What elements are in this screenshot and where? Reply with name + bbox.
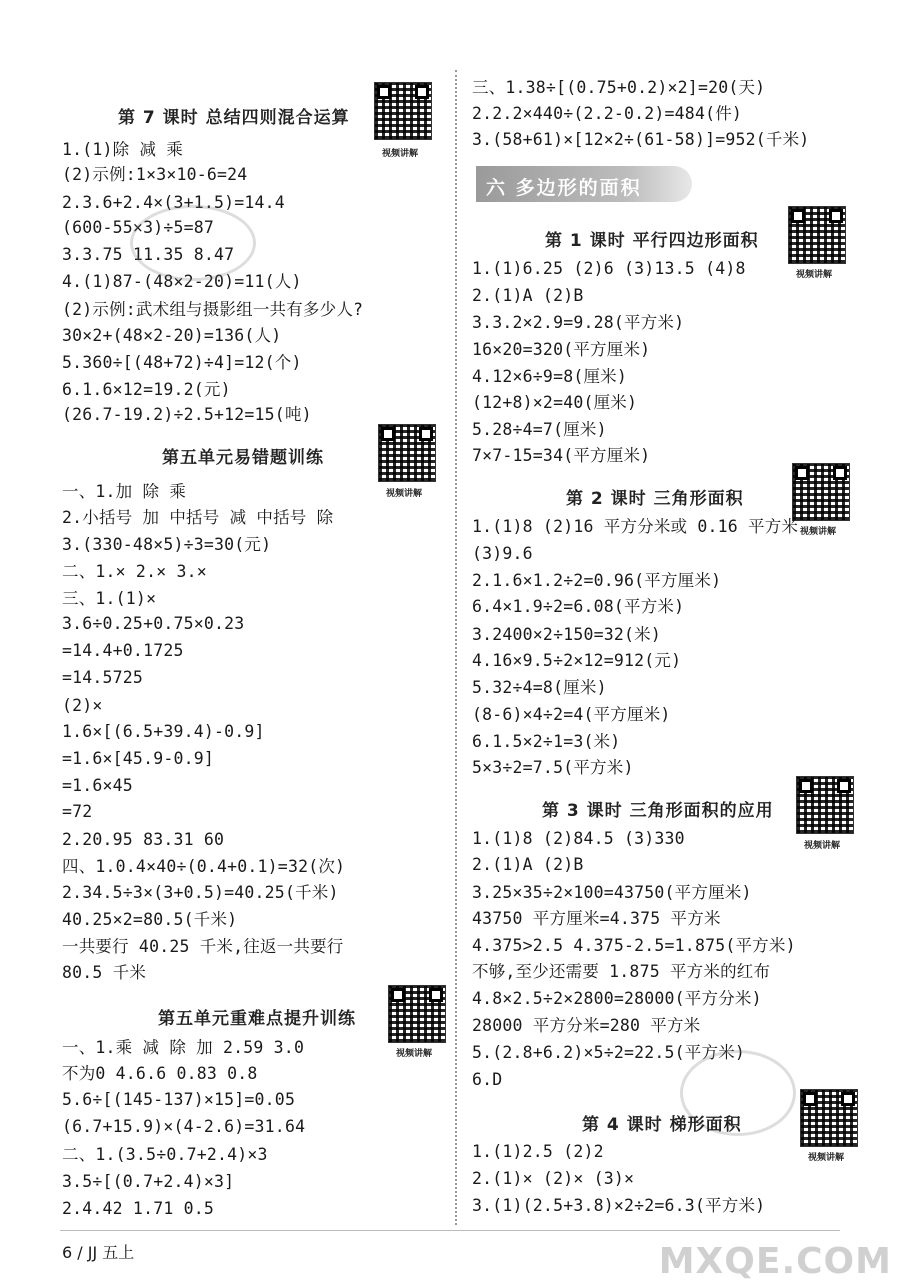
answer-line: 3.2400×2÷150=32(米)	[472, 625, 661, 644]
answer-line: 3.(1)(2.5+3.8)×2÷2=6.3(平方米)	[472, 1196, 766, 1215]
page-footer: 6 / JJ 五上	[62, 1243, 135, 1262]
lesson3-title: 第 3 课时 三角形面积的应用	[542, 801, 774, 821]
site-watermark: MXQE.COM	[658, 1241, 892, 1282]
answer-line: 5.(2.8+6.2)×5÷2=22.5(平方米)	[472, 1043, 746, 1062]
answer-line: 四、1.0.4×40÷(0.4+0.1)=32(次)	[62, 857, 346, 876]
answer-line: 40.25×2=80.5(千米)	[62, 910, 238, 929]
qr-code-icon[interactable]	[788, 206, 846, 264]
lesson7-title: 第 7 课时 总结四则混合运算	[118, 108, 350, 128]
qr-label: 视频讲解	[800, 527, 837, 537]
answer-line: =1.6×45	[62, 776, 133, 795]
answer-line: 4.8×2.5÷2×2800=28000(平方分米)	[472, 989, 762, 1008]
answer-line: (26.7-19.2)÷2.5+12=15(吨)	[62, 405, 312, 424]
qr-code-icon[interactable]	[800, 1089, 858, 1147]
qr-label: 视频讲解	[796, 270, 833, 280]
answer-line: 3.5÷[(0.7+2.4)×3]	[62, 1172, 235, 1191]
footer-rule	[60, 1230, 840, 1231]
answer-line: 2.(1)× (2)× (3)×	[472, 1169, 635, 1188]
answer-line: 5.32÷4=8(厘米)	[472, 678, 607, 697]
answer-line: 2.34.5÷3×(3+0.5)=40.25(千米)	[62, 883, 339, 902]
answer-line: 一共要行 40.25 千米,往返一共要行	[62, 937, 344, 956]
answer-line: (2)×	[62, 696, 103, 715]
answer-line: 3.(330-48×5)÷3=30(元)	[62, 535, 272, 554]
answer-line: 三、1.(1)×	[62, 589, 157, 608]
answer-line: 1.6×[(6.5+39.4)-0.9]	[62, 722, 265, 741]
answer-line: 80.5 千米	[62, 963, 147, 982]
answer-line: 6.1.6×12=19.2(元)	[62, 380, 231, 399]
answer-line: 5×3÷2=7.5(平方米)	[472, 758, 634, 777]
stamp-mark	[130, 205, 256, 281]
answer-line: 2.1.6×1.2÷2=0.96(平方厘米)	[472, 571, 722, 590]
answer-line: (12+8)×2=40(厘米)	[472, 393, 638, 412]
qr-label: 视频讲解	[396, 1049, 433, 1059]
answer-line: =72	[62, 802, 93, 821]
answer-line: 6.4×1.9÷2=6.08(平方米)	[472, 597, 685, 616]
answer-line: (2)示例:1×3×10-6=24	[62, 165, 248, 184]
answer-line: 3.3.75 11.35 8.47	[62, 245, 235, 264]
answer-line: (6.7+15.9)×(4-2.6)=31.64	[62, 1117, 306, 1136]
answer-line: 4.(1)87-(48×2-20)=11(人)	[62, 272, 302, 291]
answer-line: 3.3.2×2.9=9.28(平方米)	[472, 313, 685, 332]
qr-code-icon[interactable]	[388, 985, 446, 1043]
answer-line: 不够,至少还需要 1.875 平方米的红布	[472, 962, 771, 981]
answer-line: 三、1.38÷[(0.75+0.2)×2]=20(天)	[472, 78, 766, 97]
answer-line: 16×20=320(平方厘米)	[472, 340, 651, 359]
answer-line: 5.6÷[(145-137)×15]=0.05	[62, 1090, 296, 1109]
answer-line: 2.3.6+2.4×(3+1.5)=14.4	[62, 193, 285, 212]
answer-line: 3.6÷0.25+0.75×0.23	[62, 614, 245, 633]
answer-line: 2.(1)A (2)B	[472, 855, 584, 874]
answer-line: 3.(58+61)×[12×2÷(61-58)]=952(千米)	[472, 130, 810, 149]
answer-line: (3)9.6	[472, 544, 533, 563]
section-title: 六 多边形的面积	[486, 177, 642, 199]
answer-line: (2)示例:武术组与摄影组一共有多少人?	[62, 300, 364, 319]
answer-line: (8-6)×4÷2=4(平方厘米)	[472, 705, 671, 724]
answer-line: 5.28÷4=7(厘米)	[472, 420, 607, 439]
answer-line: 2.小括号 加 中括号 减 中括号 除	[62, 508, 334, 527]
lesson2-title: 第 2 课时 三角形面积	[566, 489, 744, 509]
answer-line: =14.4+0.1725	[62, 641, 184, 660]
unit5-key-title: 第五单元重难点提升训练	[158, 1009, 356, 1029]
answer-line: 2.20.95 83.31 60	[62, 830, 225, 849]
answer-line: 1.(1)2.5 (2)2	[472, 1142, 604, 1161]
answer-line: 4.16×9.5÷2×12=912(元)	[472, 651, 682, 670]
answer-line: 6.1.5×2÷1=3(米)	[472, 732, 621, 751]
qr-label: 视频讲解	[808, 1153, 845, 1163]
answer-line: 2.4.42 1.71 0.5	[62, 1199, 215, 1218]
lesson1-title: 第 1 课时 平行四边形面积	[545, 231, 759, 251]
answer-line: 一、1.乘 减 除 加 2.59 3.0	[62, 1038, 305, 1057]
column-divider	[455, 70, 457, 1225]
answer-line: 7×7-15=34(平方厘米)	[472, 446, 651, 465]
answer-line: 4.375>2.5 4.375-2.5=1.875(平方米)	[472, 936, 796, 955]
answer-line: 6.D	[472, 1070, 503, 1089]
qr-code-icon[interactable]	[792, 463, 850, 521]
answer-line: =14.5725	[62, 668, 144, 687]
answer-line: 二、1.(3.5÷0.7+2.4)×3	[62, 1145, 268, 1164]
qr-code-icon[interactable]	[378, 424, 436, 482]
qr-code-icon[interactable]	[796, 776, 854, 834]
answer-line: 二、1.× 2.× 3.×	[62, 562, 207, 581]
answer-line: 1.(1)6.25 (2)6 (3)13.5 (4)8	[472, 259, 746, 278]
answer-line: 1.(1)8 (2)16 平方分米或 0.16 平方米	[472, 517, 799, 536]
answer-line: 不为0 4.6.6 0.83 0.8	[62, 1064, 258, 1083]
qr-label: 视频讲解	[382, 149, 419, 159]
answer-line: 28000 平方分米=280 平方米	[472, 1016, 701, 1035]
lesson4-title: 第 4 课时 梯形面积	[582, 1115, 742, 1135]
qr-label: 视频讲解	[804, 841, 841, 851]
answer-line: 1.(1)除 减 乘	[62, 140, 184, 159]
qr-label: 视频讲解	[386, 489, 423, 499]
answer-line: 一、1.加 除 乘	[62, 482, 187, 501]
answer-line: 4.12×6÷9=8(厘米)	[472, 367, 628, 386]
answer-line: 5.360÷[(48+72)÷4]=12(个)	[62, 353, 302, 372]
answer-line: 43750 平方厘米=4.375 平方米	[472, 909, 721, 928]
answer-line: =1.6×[45.9-0.9]	[62, 749, 215, 768]
unit5-error-title: 第五单元易错题训练	[162, 448, 324, 468]
answer-line: 30×2+(48×2-20)=136(人)	[62, 326, 282, 345]
answer-line: 3.25×35÷2×100=43750(平方厘米)	[472, 883, 752, 902]
answer-line: (600-55×3)÷5=87	[62, 218, 215, 237]
answer-line: 2.2.2×440÷(2.2-0.2)=484(件)	[472, 104, 743, 123]
answer-line: 2.(1)A (2)B	[472, 286, 584, 305]
answer-line: 1.(1)8 (2)84.5 (3)330	[472, 829, 685, 848]
qr-code-icon[interactable]	[374, 82, 432, 140]
